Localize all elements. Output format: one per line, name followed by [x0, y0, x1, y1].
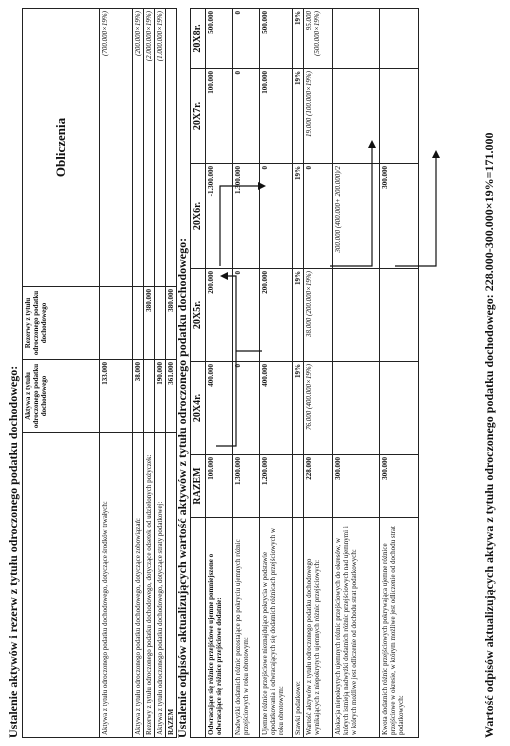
- table-write-downs: [190, 8, 419, 738]
- t1-row-assets: 133.000: [100, 360, 133, 433]
- t1-row-label: RAZEM: [166, 433, 177, 738]
- t1-row-calc: (200.000×19%): [133, 9, 144, 287]
- t2-cell: 19.000 (100.000×19%): [303, 69, 332, 164]
- t2-cell: 1.200.000: [259, 455, 292, 518]
- t2-header-year: 20X8r.: [191, 9, 206, 69]
- table-row: [232, 9, 259, 738]
- t2-cell: [332, 362, 379, 455]
- arrow-head: [432, 150, 440, 158]
- t1-header-assets: Aktywa z tytułu odroczonego podatku dochodowego: [23, 360, 100, 433]
- t2-cell: 400.000: [205, 362, 232, 455]
- total-write-down-line: Wartość odpisów aktualizujących aktywa z tytułu odroczonego podatku dochodowego: 228.000-300.000×19%=171.000: [482, 132, 496, 738]
- t2-row-label: Stawki podatkowe:: [292, 518, 303, 738]
- t2-cell: 228.000: [303, 455, 332, 518]
- t1-row-label: Aktywa z tytułu odroczonego podatku dochodowego, dotyczące straty podatkowej:: [155, 433, 166, 738]
- t1-row-assets: 38.000: [133, 360, 144, 433]
- t2-row-label: Ujemne różnice przejściowe nieznajdujące pokrycia w podstawie opodatkowania i odwracających się dodatnich różnicach przejściowych w roku obrotowym:: [259, 518, 292, 738]
- t1-row-assets: 190.000: [155, 360, 166, 433]
- t2-row-label: Odwracające się różnice przejściowe ujemne pomniejszone o odwracające się różnice przejściowe dodatnie:: [205, 518, 232, 738]
- t2-row-label: Wartość aktywów z tytułu odroczonego podatku dochodowego wynikających z niepokrytych ujemnych różnic przejściowych:: [303, 518, 332, 738]
- t2-cell: 19%: [292, 362, 303, 455]
- t2-cell: 0: [259, 164, 292, 269]
- t2-header-year: 20X6r.: [191, 164, 206, 269]
- table-row: [332, 9, 379, 738]
- t2-header-year: 20X4r.: [191, 362, 206, 455]
- table-row: [292, 9, 303, 738]
- t1-row-reserves: [155, 287, 166, 360]
- t2-cell: 300.000: [379, 164, 418, 269]
- t1-row-calc: (2.000.000×19%): [144, 9, 155, 287]
- t1-header-empty: [23, 433, 100, 738]
- t2-header-year: 20X5r.: [191, 269, 206, 362]
- t2-cell: 300.000: [379, 455, 418, 518]
- t1-row-assets: 361.000: [166, 360, 177, 433]
- t1-row-reserves: [100, 287, 133, 360]
- t2-cell: 400.000: [259, 362, 292, 455]
- t2-cell: 100.000: [205, 69, 232, 164]
- t1-row-calc: (700.000×19%): [100, 9, 133, 287]
- table-row: [303, 9, 332, 738]
- t2-cell: 500.000: [259, 9, 292, 69]
- table-row: [133, 9, 144, 738]
- t2-cell: 200.000: [259, 269, 292, 362]
- table-row: [379, 9, 418, 738]
- t2-header-empty: [191, 518, 206, 738]
- table-row: [205, 9, 232, 738]
- t1-header-reserves: Rezerwy z tytułu odroczonego podatku dochodowego: [23, 287, 100, 360]
- t2-row-label: Alokacja niepokrytych ujemnych różnic przejściowych do okresów, w których istnieją nadwyżki dodatnich różnic przejściowych nad ujemnymi i w których możliwe jest odliczenie od dochodu strat podatkowych:: [332, 518, 379, 738]
- section-title-1: Ustalenie aktywów i rezerw z tytułu odroczonego podatku dochodowego:: [6, 365, 20, 738]
- table-row: [259, 9, 292, 738]
- table-row: [100, 9, 133, 738]
- t1-header-calc: Obliczenia: [23, 9, 100, 287]
- t2-cell: 0: [232, 362, 259, 455]
- t1-row-reserves: 380.000: [144, 287, 155, 360]
- t1-row-label: Aktywa z tytułu odroczonego podatku dochodowego, dotyczące środków trwałych:: [100, 433, 133, 738]
- t2-cell: 95.000 (500.000×19%): [303, 9, 332, 69]
- t2-cell: 0: [303, 164, 332, 269]
- t2-cell: 19%: [292, 69, 303, 164]
- t1-row-reserves: 380.000: [166, 287, 177, 360]
- t1-row-reserves: [133, 287, 144, 360]
- t2-cell: 200.000: [205, 269, 232, 362]
- t2-header-year: 20X7r.: [191, 69, 206, 164]
- t2-cell: 76.000 (400.000×19%): [303, 362, 332, 455]
- t2-cell: 1.300.000: [232, 164, 259, 269]
- table-row: [144, 9, 155, 738]
- t2-cell: [379, 9, 418, 69]
- table-row: [155, 9, 166, 738]
- t2-cell: [332, 269, 379, 362]
- t1-row-label: Aktywa z tytułu odroczonego podatku dochodowego, dotyczące zobowiązań:: [133, 433, 144, 738]
- t2-cell: 19%: [292, 9, 303, 69]
- t2-cell: [292, 455, 303, 518]
- t2-cell: 0: [232, 9, 259, 69]
- t2-cell: 19%: [292, 164, 303, 269]
- section-title-2: Ustalenie odpisów aktualizujących wartość aktywów z tytułu odroczonego podatku dochodowego:: [175, 237, 189, 738]
- t2-cell: [332, 69, 379, 164]
- t2-cell: [379, 362, 418, 455]
- t2-row-label: Kwota dodatnich różnic przejściowych pokrywająca ujemne różnice przejściowe w okresie, w którym możliwe jest odliczenie od dochodu strat podatkowych:: [379, 518, 418, 738]
- t2-cell: -1.300.000: [205, 164, 232, 269]
- t2-cell: 19%: [292, 269, 303, 362]
- t1-row-calc: (1.000.000×19%): [155, 9, 166, 287]
- t2-cell: [332, 9, 379, 69]
- t2-row-label: Nadwyżki dodatnich różnic pozostające po pokryciu ujemnych różnic przejściowych w roku obrotowym:: [232, 518, 259, 738]
- t2-cell: 300.000: [332, 455, 379, 518]
- t2-cell: 300.000 (400.000+ 200.000)/2: [332, 164, 379, 269]
- t2-header-total: RAZEM: [191, 455, 206, 518]
- t1-row-label: Rezerwy z tytułu odroczonego podatku dochodowego, dotyczące odsetek od udzielonych pożyczek:: [144, 433, 155, 738]
- t2-cell: [379, 69, 418, 164]
- table-deferred-tax: [22, 8, 177, 738]
- t1-row-assets: [144, 360, 155, 433]
- t2-cell: 1.300.000: [232, 455, 259, 518]
- t2-cell: [379, 269, 418, 362]
- t2-cell: 100.000: [259, 69, 292, 164]
- t2-cell: 100.000: [205, 455, 232, 518]
- t2-cell: 38.000 (200.000×19%): [303, 269, 332, 362]
- t2-cell: 500.000: [205, 9, 232, 69]
- t2-cell: 0: [232, 69, 259, 164]
- t2-cell: 0: [232, 269, 259, 362]
